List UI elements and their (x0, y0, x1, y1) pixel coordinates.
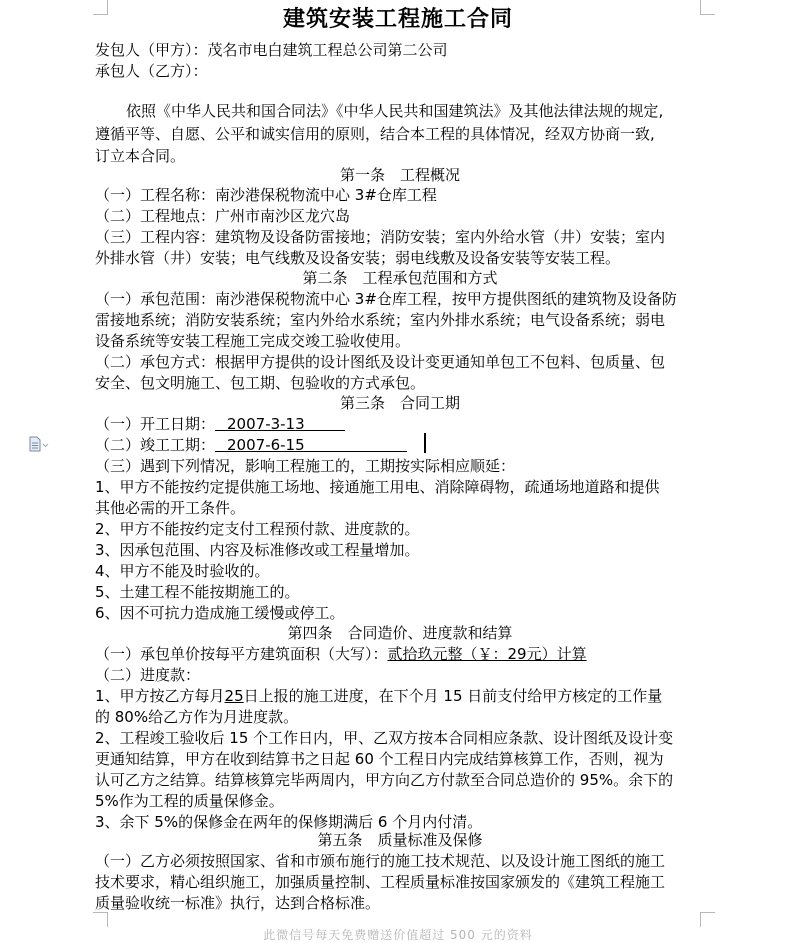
article-3-line: 2、甲方不能按约定支付工程预付款、进度款的。 (95, 520, 420, 538)
article-1-heading: 第一条 工程概况 (339, 166, 460, 184)
margin-corner-bottom-right (700, 912, 715, 927)
document-title: 建筑安装工程施工合同 (282, 6, 513, 32)
start-date-line (95, 414, 705, 435)
article-4-line: 5%作为工程的质量保修金。 (95, 792, 284, 810)
article-3-line: （三）遇到下列情况，影响工程施工的，工期按实际相应顺延： (95, 457, 516, 475)
article-4-line: 3、余下 5%的保修金在两年的保修期满后 6 个月内付清。 (95, 813, 483, 831)
party-a-line: 发包人（甲方）：茂名市电白建筑工程总公司第二公司 (95, 41, 448, 59)
article-3-line: 5、土建工程不能按期施工的。 (95, 583, 300, 601)
article-3-line: 其他必需的开工条件。 (95, 499, 246, 517)
article-4-line: 2、工程竣工验收后 15 个工作日内，甲、乙双方按本合同相应条款、设计图纸及设计变 (95, 729, 674, 747)
article-5-line: 技术要求，精心组织施工，加强质量控制、工程质量标准按国家颁发的《建筑工程施工 (95, 873, 666, 891)
article-3-line: 3、因承包范围、内容及标准修改或工程量增加。 (95, 541, 420, 559)
article-2-heading: 第二条 工程承包范围和方式 (302, 269, 498, 287)
preamble-line: 遵循平等、自愿、公平和诚实信用的原则，结合本工程的具体情况，经双方协商一致, (95, 125, 655, 143)
article-2-line: （二）承包方式：根据甲方提供的设计图纸及设计变更通知单包工不包料、包质量、包 (95, 353, 666, 371)
unit-price-value: 贰拾玖元整（￥：29元）计算 (387, 645, 587, 663)
article-3-line: 6、因不可抗力造成施工缓慢或停工。 (95, 604, 345, 622)
article-4-line: 更通知结算，甲方在收到结算书之日起 60 个工程日内完成结算核算工作，否则，视为 (95, 750, 664, 768)
article-3-heading: 第三条 合同工期 (339, 394, 460, 412)
clause-text: 日上报的施工进度，在下个月 15 日前支付给甲方核定的工作量 (243, 687, 663, 705)
start-date-label: （一）开工日期： (95, 415, 216, 433)
article-4-line: 的 80%给乙方作为月进度款。 (95, 708, 299, 726)
article-2-line: 安全、包文明施工、包工期、包验收的方式承包。 (95, 374, 426, 392)
article-5-line: 质量验收统一标准》执行，达到合格标准。 (95, 894, 381, 912)
article-2-line: 雷接地系统；消防安装系统；室内外给水系统；室内外排水系统；电气设备系统；弱电 (95, 311, 666, 329)
start-date-field[interactable]: 2007-3-13 (215, 414, 345, 431)
text-cursor (424, 433, 426, 453)
article-5-heading: 第五条 质量标准及保修 (317, 831, 483, 849)
progress-payment-label: （二）进度款： (95, 666, 201, 684)
article-1-line: （三）工程内容：建筑物及设备防雷接地；消防安装；室内外给水管（井）安装；室内 (95, 228, 666, 246)
end-date-line (95, 435, 705, 456)
party-b-line: 承包人（乙方）： (95, 62, 208, 80)
article-5-line: （一）乙方必须按照国家、省和市颁布施行的施工技术规范、以及设计施工图纸的施工 (95, 852, 666, 870)
article-4-line: 认可乙方之结算。结算核算完毕两周内，甲方向乙方付款至合同总造价的 95%。余下的 (95, 771, 674, 789)
unit-price-label: （一）承包单价按每平方建筑面积（大写）： (95, 645, 388, 663)
preamble-line: 依照《中华人民共和国合同法》《中华人民共和国建筑法》及其他法律法规的规定, (126, 102, 664, 120)
end-date-field[interactable]: 2007-6-15 (215, 435, 407, 452)
article-2-line: （一）承包范围：南沙港保税物流中心 3#仓库工程，按甲方提供图纸的建筑物及设备防 (95, 290, 677, 308)
article-1-line: （一）工程名称：南沙港保税物流中心 3#仓库工程 (95, 186, 437, 204)
preamble-line: 订立本合同。 (95, 147, 186, 165)
end-date-label: （二）竣工工期： (95, 436, 216, 454)
article-3-line: 4、甲方不能及时验收的。 (95, 562, 270, 580)
footer-watermark: 此微信号每天免费赠送价值超过 500 元的资料 (263, 928, 533, 942)
article-4-line (95, 686, 705, 707)
article-2-line: 设备系统等安装工程施工完成交竣工验收使用。 (95, 332, 411, 350)
article-1-line: （二）工程地点：广州市南沙区龙穴岛 (95, 207, 351, 225)
article-3-line: 1、甲方不能按约定提供施工场地、接通施工用电、消除障碍物，疏通场地道路和提供 (95, 478, 660, 496)
document-icon[interactable] (28, 436, 44, 452)
article-1-line: 外排水管（井）安装；电气线敷及设备安装；弱电线敷及设备安装等安装工程。 (95, 249, 621, 267)
margin-corner-bottom-left (93, 912, 108, 927)
report-day: 25 (224, 687, 244, 705)
unit-price-line (95, 644, 705, 665)
clause-text: 1、甲方按乙方每月 (95, 687, 225, 705)
article-4-heading: 第四条 合同造价、进度款和结算 (287, 624, 513, 642)
